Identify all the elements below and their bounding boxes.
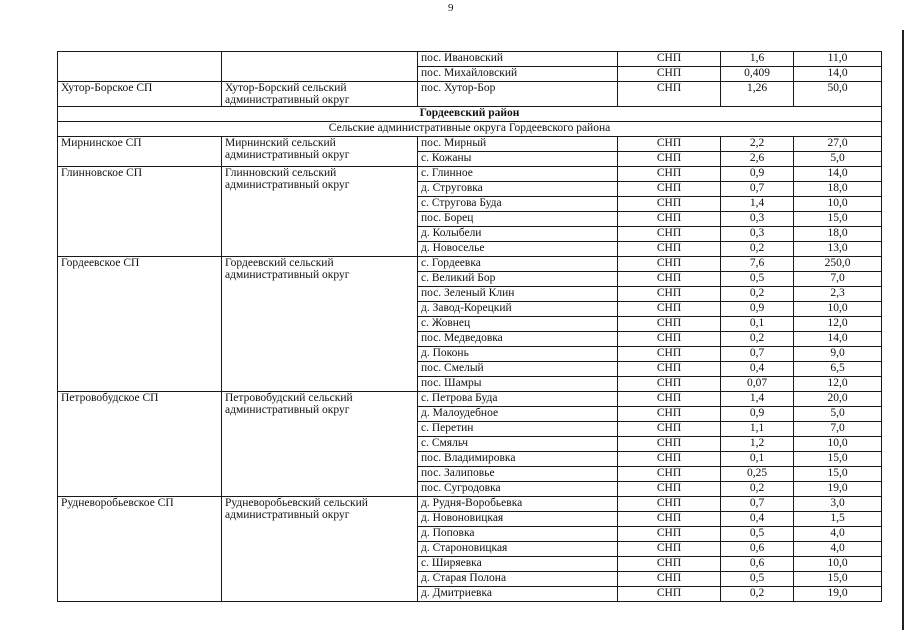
okrug-cell [222,52,418,82]
value-1-cell: 0,5 [721,527,794,542]
value-1-cell: 0,5 [721,572,794,587]
settlement-cell: пос. Шамры [418,377,618,392]
type-code-cell: СНП [618,437,721,452]
district-title: Гордеевский район [58,107,882,122]
okrug-cell: Рудневоробьевский сельский административный округ [222,497,418,602]
page-edge-line [902,30,904,630]
value-2-cell: 18,0 [794,227,882,242]
value-1-cell: 0,4 [721,362,794,377]
settlement-cell: д. Новоновицкая [418,512,618,527]
district-title-row [58,107,882,122]
value-2-cell: 10,0 [794,437,882,452]
okrug-cell: Глинновский сельский административный округ [222,167,418,257]
value-2-cell: 10,0 [794,302,882,317]
value-1-cell: 1,2 [721,437,794,452]
municipality-cell: Мирнинское СП [58,137,222,167]
value-1-cell: 0,9 [721,167,794,182]
type-code-cell: СНП [618,82,721,107]
settlement-cell: д. Колыбели [418,227,618,242]
value-1-cell: 1,6 [721,52,794,67]
value-2-cell: 9,0 [794,347,882,362]
settlement-cell: пос. Сугродовка [418,482,618,497]
municipality-cell: Хутор-Борское СП [58,82,222,107]
value-2-cell: 2,3 [794,287,882,302]
value-2-cell: 14,0 [794,332,882,347]
district-header [58,107,882,137]
value-1-cell: 0,9 [721,302,794,317]
value-2-cell: 27,0 [794,137,882,152]
type-code-cell: СНП [618,362,721,377]
municipality-cell: Гордеевское СП [58,257,222,392]
settlement-cell: д. Струговка [418,182,618,197]
table-row [58,82,882,107]
type-code-cell: СНП [618,167,721,182]
type-code-cell: СНП [618,242,721,257]
settlement-cell: пос. Смелый [418,362,618,377]
value-1-cell: 0,6 [721,542,794,557]
type-code-cell: СНП [618,332,721,347]
type-code-cell: СНП [618,482,721,497]
value-2-cell: 14,0 [794,167,882,182]
value-2-cell: 5,0 [794,152,882,167]
value-2-cell: 4,0 [794,527,882,542]
value-2-cell: 7,0 [794,272,882,287]
type-code-cell: СНП [618,257,721,272]
value-1-cell: 0,1 [721,452,794,467]
settlement-cell: с. Глинное [418,167,618,182]
value-2-cell: 4,0 [794,542,882,557]
value-1-cell: 0,409 [721,67,794,82]
municipality-cell: Глинновское СП [58,167,222,257]
type-code-cell: СНП [618,407,721,422]
settlement-cell: пос. Борец [418,212,618,227]
settlement-cell: д. Поповка [418,527,618,542]
value-2-cell: 10,0 [794,557,882,572]
settlement-cell: д. Завод-Корецкий [418,302,618,317]
value-1-cell: 0,2 [721,287,794,302]
type-code-cell: СНП [618,452,721,467]
table-row [58,52,882,67]
value-2-cell: 15,0 [794,572,882,587]
type-code-cell: СНП [618,272,721,287]
settlement-cell: пос. Медведовка [418,332,618,347]
settlement-cell: с. Кожаны [418,152,618,167]
value-2-cell: 250,0 [794,257,882,272]
type-code-cell: СНП [618,67,721,82]
settlements-table [57,51,882,602]
settlement-cell: пос. Зеленый Клин [418,287,618,302]
settlement-cell: д. Рудня-Воробьевка [418,497,618,512]
value-1-cell: 7,6 [721,257,794,272]
value-1-cell: 0,2 [721,482,794,497]
value-1-cell: 0,9 [721,407,794,422]
value-1-cell: 1,4 [721,197,794,212]
type-code-cell: СНП [618,377,721,392]
type-code-cell: СНП [618,212,721,227]
value-1-cell: 0,2 [721,587,794,602]
value-2-cell: 19,0 [794,587,882,602]
value-1-cell: 2,2 [721,137,794,152]
table-row [58,167,882,182]
value-2-cell: 10,0 [794,197,882,212]
type-code-cell: СНП [618,227,721,242]
settlement-cell: с. Жовнец [418,317,618,332]
type-code-cell: СНП [618,137,721,152]
table-row [58,392,882,407]
district-subtitle-row [58,122,882,137]
value-2-cell: 15,0 [794,452,882,467]
value-2-cell: 12,0 [794,317,882,332]
settlement-cell: пос. Хутор-Бор [418,82,618,107]
settlement-cell: д. Новоселье [418,242,618,257]
value-2-cell: 3,0 [794,497,882,512]
type-code-cell: СНП [618,197,721,212]
table-row [58,137,882,152]
value-2-cell: 15,0 [794,467,882,482]
value-2-cell: 19,0 [794,482,882,497]
value-1-cell: 0,4 [721,512,794,527]
value-1-cell: 0,1 [721,317,794,332]
value-2-cell: 1,5 [794,512,882,527]
value-2-cell: 6,5 [794,362,882,377]
okrug-cell: Гордеевский сельский административный округ [222,257,418,392]
settlement-cell: д. Староновицкая [418,542,618,557]
type-code-cell: СНП [618,287,721,302]
type-code-cell: СНП [618,527,721,542]
settlement-cell: пос. Ивановский [418,52,618,67]
type-code-cell: СНП [618,557,721,572]
settlement-cell: пос. Мирный [418,137,618,152]
value-1-cell: 0,2 [721,242,794,257]
value-1-cell: 0,2 [721,332,794,347]
type-code-cell: СНП [618,392,721,407]
settlement-cell: с. Петрова Буда [418,392,618,407]
okrug-cell: Петровобудский сельский административный округ [222,392,418,497]
value-1-cell: 0,07 [721,377,794,392]
value-1-cell: 0,7 [721,497,794,512]
district-subtitle: Сельские административные округа Гордеевского района [58,122,882,137]
settlement-cell: пос. Владимировка [418,452,618,467]
value-1-cell: 0,6 [721,557,794,572]
value-1-cell: 0,5 [721,272,794,287]
settlement-cell: д. Малоудебное [418,407,618,422]
type-code-cell: СНП [618,587,721,602]
table-row [58,497,882,512]
settlement-cell: с. Великий Бор [418,272,618,287]
settlement-cell: д. Старая Полона [418,572,618,587]
type-code-cell: СНП [618,347,721,362]
table-row [58,257,882,272]
value-1-cell: 0,25 [721,467,794,482]
value-2-cell: 20,0 [794,392,882,407]
table-body-before [58,52,882,107]
type-code-cell: СНП [618,302,721,317]
value-1-cell: 1,26 [721,82,794,107]
type-code-cell: СНП [618,422,721,437]
page-number: 9 [448,2,454,14]
type-code-cell: СНП [618,512,721,527]
type-code-cell: СНП [618,152,721,167]
type-code-cell: СНП [618,317,721,332]
value-1-cell: 1,1 [721,422,794,437]
okrug-cell: Мирнинский сельский административный округ [222,137,418,167]
value-2-cell: 50,0 [794,82,882,107]
value-2-cell: 11,0 [794,52,882,67]
okrug-cell: Хутор-Борский сельский административный округ [222,82,418,107]
value-1-cell: 0,3 [721,212,794,227]
value-1-cell: 2,6 [721,152,794,167]
value-2-cell: 5,0 [794,407,882,422]
value-2-cell: 14,0 [794,67,882,82]
settlement-cell: д. Поконь [418,347,618,362]
value-2-cell: 12,0 [794,377,882,392]
value-1-cell: 0,3 [721,227,794,242]
settlement-cell: с. Смяльч [418,437,618,452]
settlement-cell: пос. Залиповье [418,467,618,482]
value-1-cell: 1,4 [721,392,794,407]
value-1-cell: 0,7 [721,182,794,197]
table-body-after [58,137,882,602]
settlement-cell: с. Стругова Буда [418,197,618,212]
settlement-cell: с. Ширяевка [418,557,618,572]
type-code-cell: СНП [618,467,721,482]
type-code-cell: СНП [618,542,721,557]
municipality-cell [58,52,222,82]
value-2-cell: 7,0 [794,422,882,437]
type-code-cell: СНП [618,572,721,587]
value-2-cell: 18,0 [794,182,882,197]
municipality-cell: Рудневоробьевское СП [58,497,222,602]
type-code-cell: СНП [618,182,721,197]
type-code-cell: СНП [618,52,721,67]
value-1-cell: 0,7 [721,347,794,362]
type-code-cell: СНП [618,497,721,512]
settlement-cell: с. Перетин [418,422,618,437]
municipality-cell: Петровобудское СП [58,392,222,497]
value-2-cell: 13,0 [794,242,882,257]
settlement-cell: с. Гордеевка [418,257,618,272]
settlement-cell: д. Дмитриевка [418,587,618,602]
value-2-cell: 15,0 [794,212,882,227]
settlement-cell: пос. Михайловский [418,67,618,82]
